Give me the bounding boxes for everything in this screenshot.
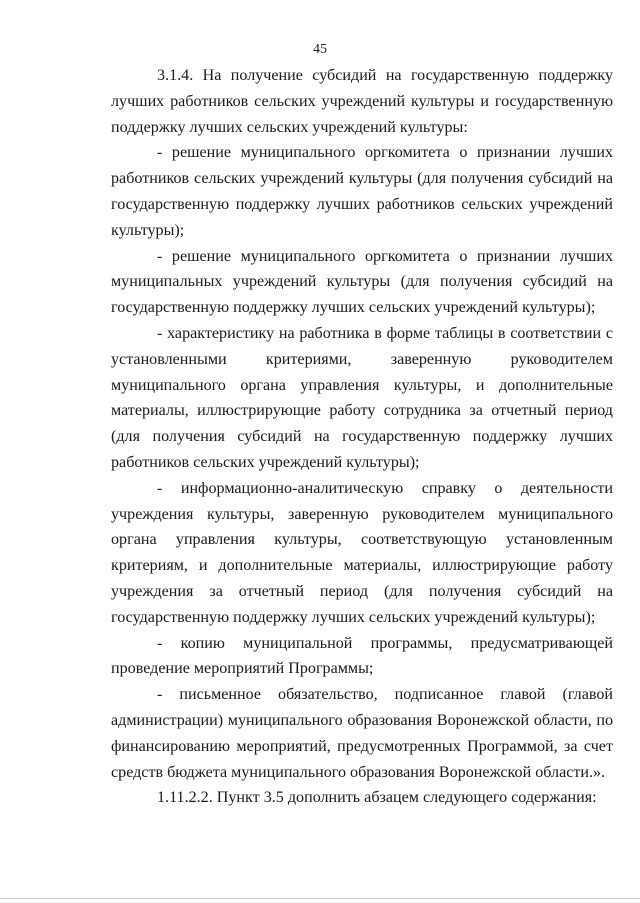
paragraph-1-11-2-2: 1.11.2.2. Пункт 3.5 дополнить абзацем следующего содержания: (157, 789, 597, 807)
list-item-written-obligation: - письменное обязательство, подписанное главой (главой администрации) муниципального образования Воронежской области, по финансированию мероприятий, предусмотренных Программой, за счет средств бюджета муниципального образования Воронежской области.». (111, 686, 613, 781)
list-item-municipal-program: - копию муниципальной программы, предусматривающей проведение мероприятий Программы; (111, 634, 613, 678)
page-number: 45 (313, 42, 327, 57)
paragraph-3-1-4: 3.1.4. На получение субсидий на государственную поддержку лучших работников сельских учреждений культуры и государственную поддержку лучших сельских учреждений культуры: (111, 67, 613, 136)
list-item-orgcommittee-workers: - решение муниципального оргкомитета о признании лучших работников сельских учреждений культуры (для получения субсидий на государственную поддержку лучших работников сельских учреждений культуры); (111, 144, 613, 239)
list-item-analytical-report: - информационно-аналитическую справку о деятельности учреждения культуры, заверенную руководителем муниципального органа управления культуры, соответствующую установленным критериям, и дополнительные материалы, иллюстрирующие работу учреждения за отчетный период (для получения субсидий на государственную поддержку лучших сельских учреждений культуры); (111, 479, 613, 626)
list-item-worker-characteristic: - характеристику на работника в форме таблицы в соответствии с установленными критериями, заверенную руководителем муниципального органа управления культуры, и дополнительные материалы, иллюстрирующие работу сотрудника за отчетный период (для получения субсидий на государственную поддержку лучших работников сельских учреждений культуры); (111, 324, 613, 471)
document-body (111, 63, 613, 811)
list-item-orgcommittee-institutions: - решение муниципального оргкомитета о признании лучших муниципальных учреждений культуры (для получения субсидий на государственную поддержку лучших сельских учреждений культуры); (111, 247, 613, 317)
page-bottom-edge (0, 898, 640, 899)
